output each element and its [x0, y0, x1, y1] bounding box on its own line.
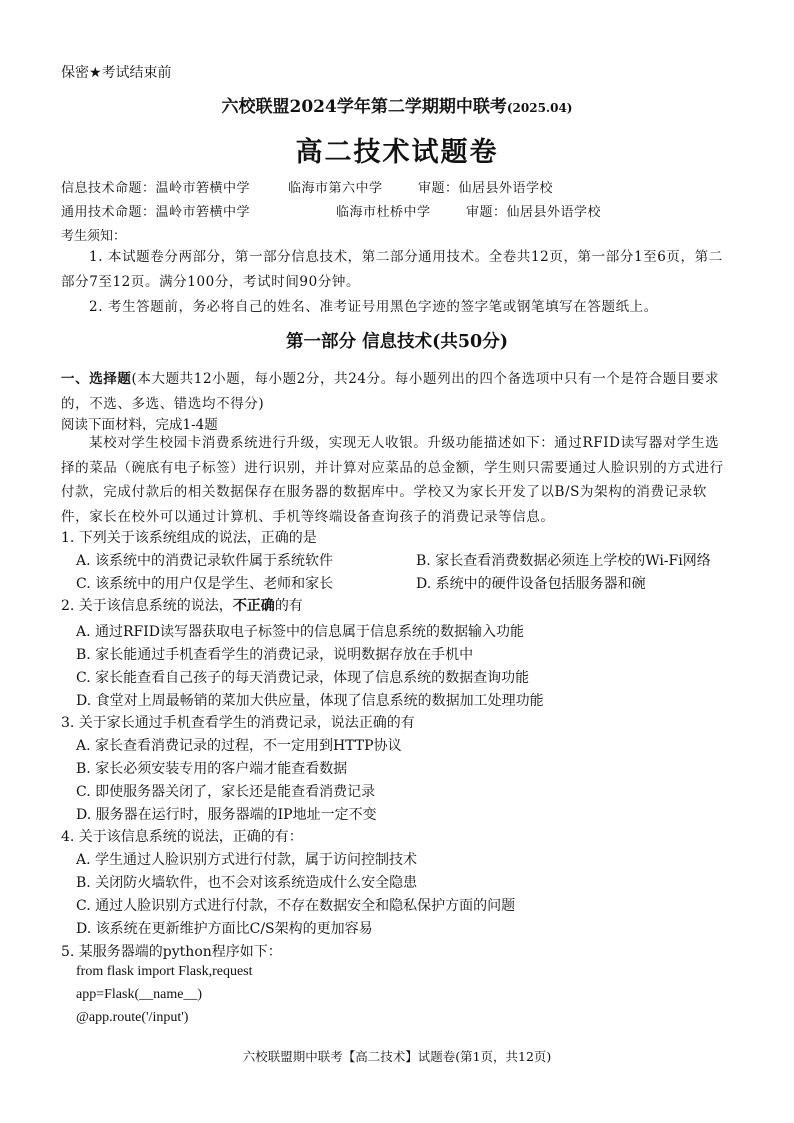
question-2-option-c: C. 家长能查看自己孩子的每天消费记录，体现了信息系统的数据查询功能: [76, 670, 530, 686]
question-3-option-a: A. 家长查看消费记录的过程，不一定用到HTTP协议: [76, 738, 402, 754]
question-3-option-d: D. 服务器在运行时，服务器端的IP地址一定不变: [76, 807, 377, 823]
page-footer: 六校联盟期中联考【高二技术】试题卷(第1页，共12页): [242, 1049, 552, 1064]
question-3-stem: 3. 关于家长通过手机查看学生的消费记录，说法正确的有: [61, 715, 415, 731]
question-5-stem: 5. 某服务器端的python程序如下：: [61, 944, 282, 960]
credits-it-row: [61, 177, 741, 197]
exam-title: [0, 92, 794, 117]
question-1-stem: 1. 下列关于该系统组成的说法，正确的是: [61, 530, 317, 546]
part1-title: 第一部分 信息技术(共50分): [285, 332, 508, 352]
question-4-option-c: C. 通过人脸识别方式进行付款，不存在数据安全和隐私保护方面的问题: [76, 898, 516, 914]
question-1-option-d: D. 系统中的硬件设备包括服务器和碗: [416, 576, 646, 592]
credits-it-school2: 临海市第六中学: [288, 181, 383, 196]
exam-date: (2025.04): [506, 101, 573, 115]
question-2-option-a: A. 通过RFID读写器获取电子标签中的信息属于信息系统的数据输入功能: [76, 624, 525, 640]
question-1-option-c: C. 该系统中的用户仅是学生、老师和家长: [76, 576, 334, 592]
credits-gt-row: [61, 201, 741, 221]
credits-it-review: 审题：仙居县外语学校: [418, 181, 554, 196]
question-2-stem-emphasis: 不正确: [232, 598, 275, 614]
reading-material: 某校对学生校园卡消费系统进行升级，实现无人收银。升级功能描述如下：通过RFID读写器对学生选择的菜品（碗底有电子标签）进行识别，并计算对应菜品的总金额，学生则只需要通过人脸识别的方式进行付款，完成付款后的相关数据保存在服务器的数据库中。学校又为家长开发了以B/S为架构的消费记录软件，家长在校外可以通过计算机、手机等终端设备查询孩子的消费记录等信息。: [61, 435, 724, 525]
question-1-option-a: A. 该系统中的消费记录软件属于系统软件: [76, 553, 334, 569]
notice-heading: 考生须知：: [61, 229, 127, 244]
code-line-1: from flask import Flask,request: [76, 964, 253, 979]
notice-item-1: 1. 本试题卷分两部分，第一部分信息技术，第二部分通用技术。全卷共12页，第一部分1至6页，第二部分7至12页。满分100分，考试时间90分钟。: [61, 249, 723, 290]
question-4-option-d: D. 该系统在更新维护方面比C/S架构的更加容易: [76, 921, 373, 937]
credits-gt-author: 通用技术命题：温岭市箬横中学: [61, 205, 251, 220]
question-2-stem-pre: 2. 关于该信息系统的说法，: [61, 598, 233, 614]
credits-it-author: 信息技术命题：温岭市箬横中学: [61, 181, 251, 196]
exam-title-text: 六校联盟2024学年第二学期期中联考: [221, 97, 507, 117]
section-choice-intro: [61, 367, 731, 417]
credits-gt-review: 审题：仙居县外语学校: [466, 205, 602, 220]
confidential-mark: 保密★考试结束前: [61, 65, 172, 81]
question-4-option-a: A. 学生通过人脸识别方式进行付款，属于访问控制技术: [76, 852, 418, 868]
question-2-option-d: D. 食堂对上周最畅销的菜加大供应量，体现了信息系统的数据加工处理功能: [76, 693, 544, 709]
reading-intro: 阅读下面材料，完成1-4题: [61, 417, 218, 433]
section-desc: (本大题共12小题，每小题2分，共24分。每小题列出的四个备选项中只有一个是符合题目要求的，不选、多选、错选均不得分): [61, 371, 720, 412]
question-2-option-b: B. 家长能通过手机查看学生的消费记录，说明数据存放在手机中: [76, 647, 474, 663]
question-1-option-b: B. 家长查看消费数据必须连上学校的Wi-Fi网络: [416, 553, 711, 569]
question-3-option-c: C. 即使服务器关闭了，家长还是能查看消费记录: [76, 784, 376, 800]
credits-gt-school2: 临海市杜桥中学: [336, 205, 431, 220]
section-heading: 一、选择题: [61, 371, 132, 387]
code-line-2: app=Flask(__name__): [76, 987, 203, 1002]
question-3-option-b: B. 家长必须安装专用的客户端才能查看数据: [76, 761, 348, 777]
question-2-stem: [61, 595, 303, 615]
paper-title: 高二技术试题卷: [295, 137, 499, 168]
question-4-stem: 4. 关于该信息系统的说法，正确的有：: [61, 829, 303, 845]
code-line-3: @app.route('/input'): [76, 1010, 189, 1025]
notice-item-2: 2. 考生答题前，务必将自己的姓名、准考证号用黑色字迹的签字笔或钢笔填写在答题纸上。: [89, 299, 658, 315]
question-2-stem-post: 的有: [274, 598, 303, 614]
question-4-option-b: B. 关闭防火墙软件，也不会对该系统造成什么安全隐患: [76, 875, 418, 891]
